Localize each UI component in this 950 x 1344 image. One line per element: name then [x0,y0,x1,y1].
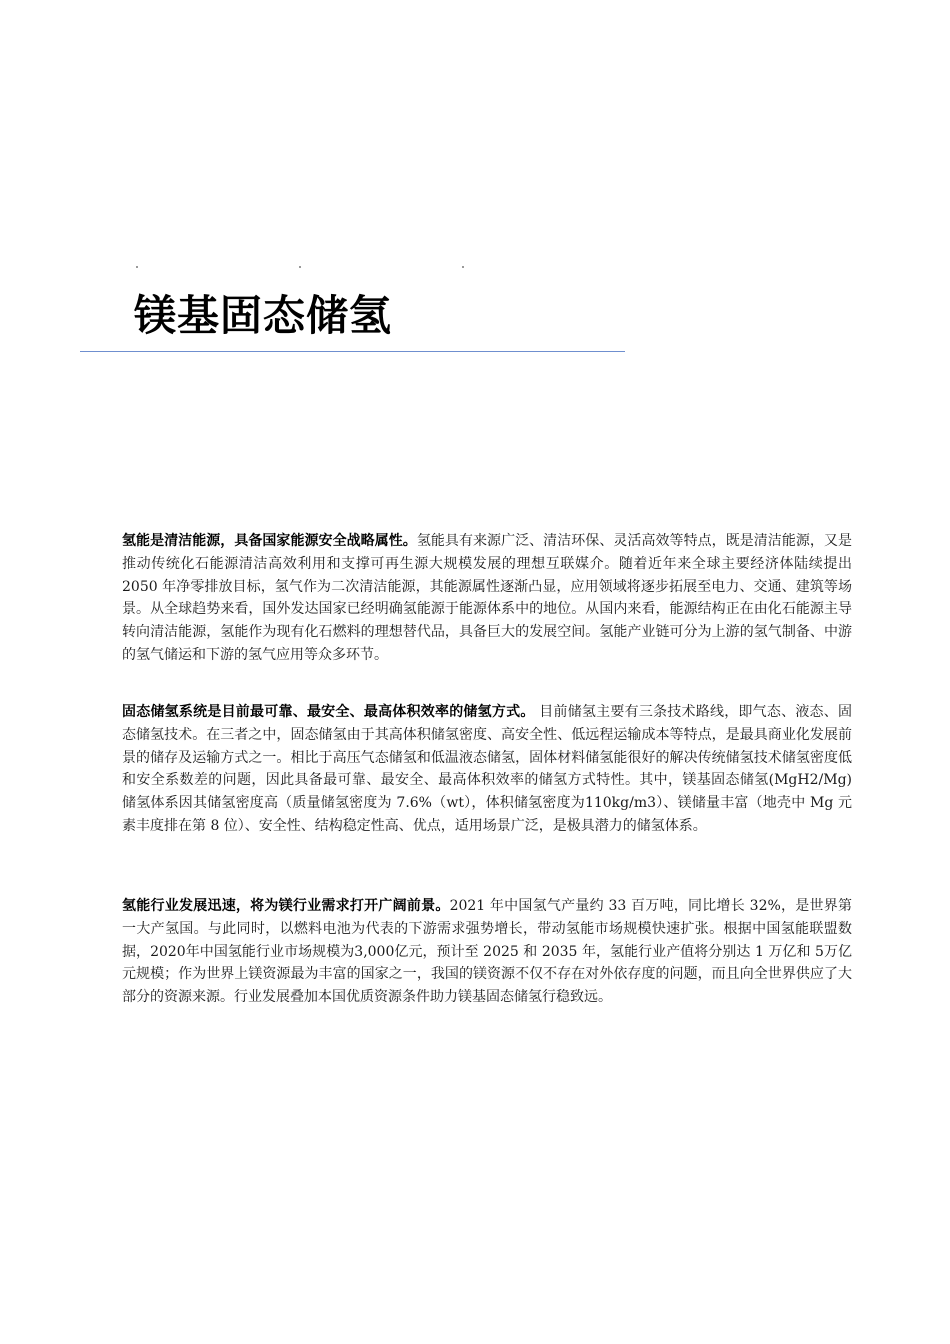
page-title: 镁基固态储氢 [134,291,393,340]
paragraph-solid-state-storage [122,701,852,838]
decor-dot [462,266,464,268]
paragraph-body: 目前储氢主要有三条技术路线，即气态、液态、固态储氢技术。在三者之中，固态储氢由于其高体积储氢密度、高安全性、低远程运输成本等特点，是最具商业化发展前景的储存及运输方式之一。相比于高压气态储氢和低温液态储氢，固体材料储氢能很好的解决传统储氢技术储氢密度低和安全系数差的问题，因此具备最可靠、最安全、最高体积效率的储氢方式特性。其中，镁基固态储氢(MgH2/Mg) 储氢体系因其储氢密度高（质量储氢密度为 7.6%（wt），体积储氢密度为110kg/m3）、镁储量丰富（地壳中 Mg 元素丰度排在第 8 位）、安全性、结构稳定性高、优点，适用场景广泛，是极具潜力的储氢体系。 [122,704,853,834]
decor-dot [299,266,301,268]
paragraph-lead: 氢能行业发展迅速，将为镁行业需求打开广阔前景。 [122,898,450,914]
paragraph-body: 2021 年中国氢气产量约 33 百万吨，同比增长 32%，是世界第一大产氢国。与此同时，以燃料电池为代表的下游需求强势增长，带动氢能市场规模快速扩张。根据中国氢能联盟数据，2020年中国氢能行业市场规模为3,000亿元，预计至 2025 和 2035 年，氢能行业产值将分别达 1 万亿和 5万亿元规模；作为世界上镁资源最为丰富的国家之一，我国的镁资源不仅不存在对外依存度的问题，而且向全世界供应了大部分的资源来源。行业发展叠加本国优质资源条件助力镁基固态储氢行稳致远。 [122,898,852,1006]
paragraph-lead: 氢能是清洁能源，具备国家能源安全战略属性。 [122,533,417,549]
paragraph-hydrogen-clean-energy [122,530,852,667]
paragraph-lead: 固态储氢系统是目前最可靠、最安全、最高体积效率的储氢方式。 [122,704,535,720]
decor-dot [136,266,138,268]
paragraph-industry-growth [122,895,852,1009]
paragraph-body: 氢能具有来源广泛、清洁环保、灵活高效等特点，既是清洁能源，又是推动传统化石能源清洁高效利用和支撑可再生源大规模发展的理想互联媒介。随着近年来全球主要经济体陆续提出 2050 年净零排放目标，氢气作为二次清洁能源，其能源属性逐渐凸显，应用领域将逐步拓展至电力、交通、建筑等场景。从全球趋势来看，国外发达国家已经明确氢能源于能源体系中的地位。从国内来看，能源结构正在由化石能源主导转向清洁能源，氢能作为现有化石燃料的理想替代品，具备巨大的发展空间。氢能产业链可分为上游的氢气制备、中游的氢气储运和下游的氢气应用等众多环节。 [122,533,853,663]
title-underline [80,351,625,352]
